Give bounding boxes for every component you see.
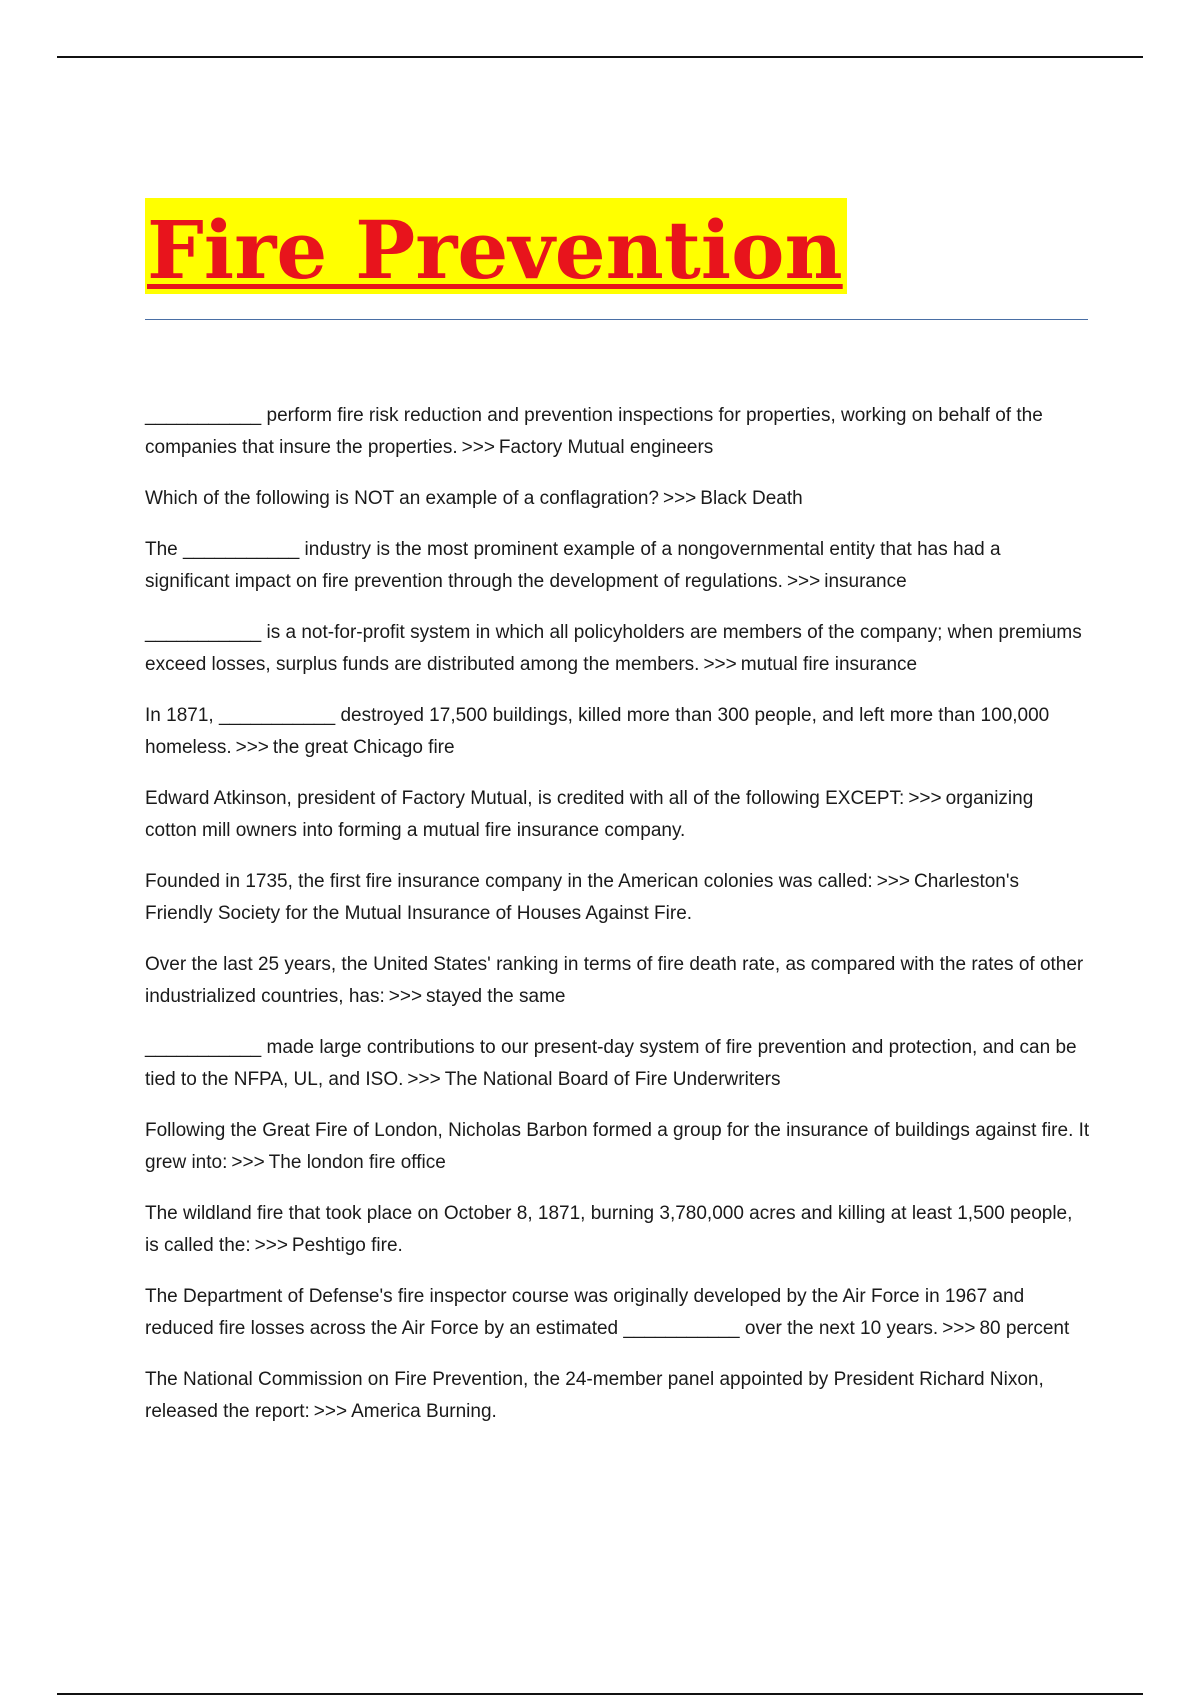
answer-separator: >>> <box>407 1069 441 1090</box>
answer-separator: >>> <box>942 1318 976 1339</box>
question-text: The Department of Defense's fire inspector course was originally developed by the Air Force in 1967 and reduced fire losses across the Air Force by an estimated ___________ over the next 10 years. <box>145 1286 1025 1339</box>
qa-item <box>145 1115 1090 1179</box>
answer-text: Charleston's Friendly Society for the Mutual Insurance of Houses Against Fire. <box>145 871 1019 924</box>
answer-separator: >>> <box>461 437 495 458</box>
qa-item <box>145 1281 1090 1345</box>
title-highlight <box>145 198 847 297</box>
answer-text: America Burning. <box>351 1401 497 1422</box>
qa-list <box>145 400 1090 1447</box>
answer-separator: >>> <box>313 1401 348 1422</box>
answer-separator: >>> <box>908 788 942 809</box>
answer-separator: >>> <box>254 1235 288 1256</box>
question-text: ___________ made large contributions to our present-day system of fire prevention and protection, and can be tied to the NFPA, UL, and ISO. <box>145 1037 1077 1090</box>
title-block <box>145 198 847 297</box>
answer-text: Factory Mutual engineers <box>498 437 714 458</box>
answer-separator: >>> <box>662 488 697 509</box>
question-text: Edward Atkinson, president of Factory Mutual, is credited with all of the following EXCEPT: <box>145 788 905 809</box>
answer-separator: >>> <box>231 1152 265 1173</box>
answer-text: Peshtigo fire. <box>291 1235 403 1256</box>
answer-text: Black Death <box>700 488 803 509</box>
qa-item <box>145 534 1090 598</box>
qa-item <box>145 866 1090 930</box>
qa-item <box>145 1364 1090 1428</box>
answer-text: The National Board of Fire Underwriters <box>444 1069 781 1090</box>
qa-item <box>145 1032 1090 1096</box>
question-text: The National Commission on Fire Prevention, the 24-member panel appointed by President Richard Nixon, released the report: <box>145 1369 1044 1422</box>
qa-item <box>145 400 1090 464</box>
question-text: The wildland fire that took place on October 8, 1871, burning 3,780,000 acres and killing at least 1,500 people, is called the: <box>145 1203 1073 1256</box>
answer-text: 80 percent <box>979 1318 1070 1339</box>
answer-separator: >>> <box>876 871 910 892</box>
answer-text: stayed the same <box>426 986 566 1007</box>
answer-text: organizing cotton mill owners into forming a mutual fire insurance company. <box>145 788 1034 841</box>
answer-text: mutual fire insurance <box>740 654 918 675</box>
qa-item <box>145 783 1090 847</box>
answer-text: the great Chicago fire <box>272 737 455 758</box>
qa-item <box>145 949 1090 1013</box>
page-top-border <box>57 56 1143 58</box>
answer-separator: >>> <box>786 571 821 592</box>
qa-item <box>145 617 1090 681</box>
qa-item <box>145 1198 1090 1262</box>
question-text: ___________ is a not-for-profit system in which all policyholders are members of the company; when premiums exceed losses, surplus funds are distributed among the members. <box>145 622 1082 675</box>
qa-item <box>145 483 1090 515</box>
question-text: Founded in 1735, the first fire insurance company in the American colonies was called: <box>145 871 873 892</box>
answer-separator: >>> <box>388 986 423 1007</box>
answer-text: insurance <box>824 571 907 592</box>
question-text: Which of the following is NOT an example of a conflagration? <box>145 488 659 509</box>
qa-item <box>145 700 1090 764</box>
page-title: Fire Prevention <box>147 203 843 297</box>
question-text: Following the Great Fire of London, Nicholas Barbon formed a group for the insurance of buildings against fire. It grew into: <box>145 1120 1090 1173</box>
answer-text: The london fire office <box>268 1152 446 1173</box>
answer-separator: >>> <box>703 654 737 675</box>
question-text: Over the last 25 years, the United States' ranking in terms of fire death rate, as compared with the rates of other industrialized countries, has: <box>145 954 1084 1007</box>
page-bottom-border <box>57 1693 1143 1695</box>
title-underline-rule <box>145 319 1088 320</box>
question-text: In 1871, ___________ destroyed 17,500 buildings, killed more than 300 people, and left more than 100,000 homeless. <box>145 705 1050 758</box>
question-text: The ___________ industry is the most prominent example of a nongovernmental entity that has had a significant impact on fire prevention through the development of regulations. <box>145 539 1001 592</box>
question-text: ___________ perform fire risk reduction and prevention inspections for properties, working on behalf of the companies that insure the properties. <box>145 405 1043 458</box>
answer-separator: >>> <box>235 737 269 758</box>
